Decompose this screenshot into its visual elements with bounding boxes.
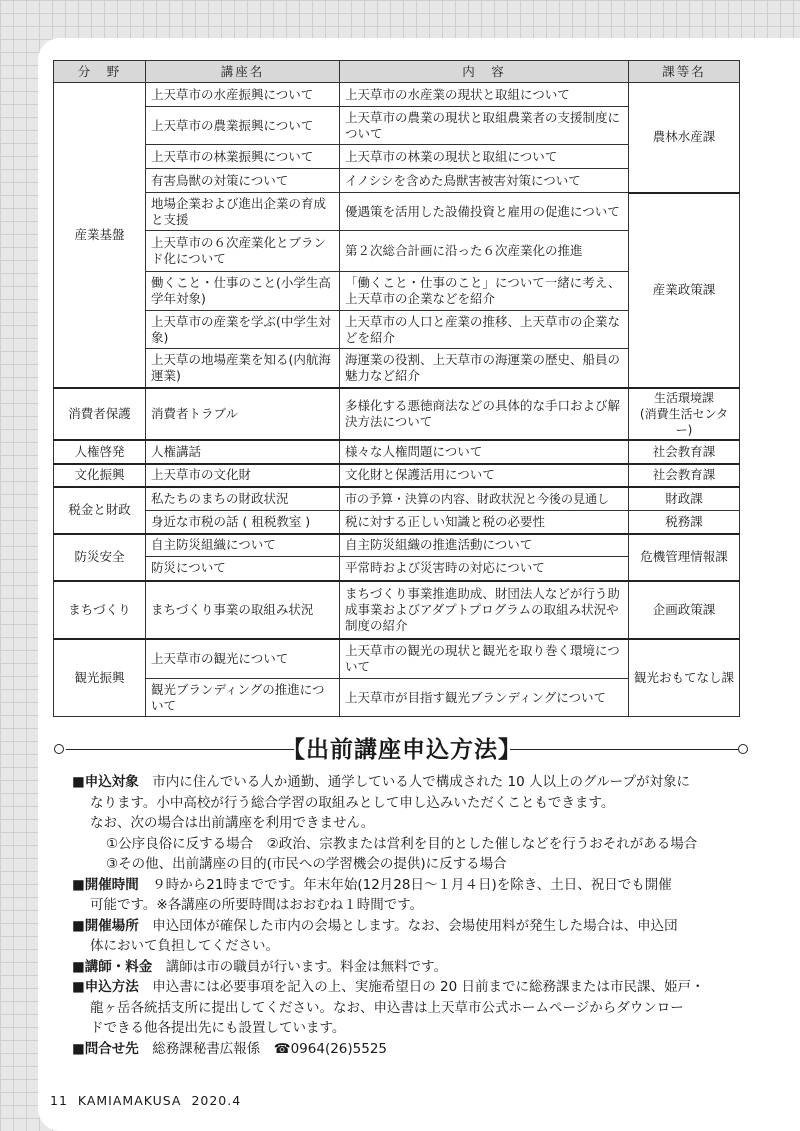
course-cell: 自主防災組織について [146,534,340,557]
table-row [54,440,740,464]
info-text: 講師は市の職員が行います。料金は無料です。 [165,958,448,975]
field-cell: 税金と財政 [54,487,146,534]
course-cell: 上天草市の観光について [146,639,340,679]
header-field: 分 野 [54,61,146,83]
course-cell: 防災について [146,557,340,581]
info-line [72,957,752,978]
content-cell: 自主防災組織の推進活動について [340,534,629,557]
table-row [54,83,740,107]
info-line [72,977,752,998]
course-cell: 地場企業および進出企業の育成と支援 [146,193,340,231]
field-cell: 防災安全 [54,534,146,581]
info-line: ①公序良俗に反する場合 ②政治、宗教または営利を目的とした催しなどを行うおそれがある場合 [106,835,698,852]
magazine-name: KAMIAMAKUSA [77,1093,182,1108]
bullet-square-icon: ■ [72,917,85,934]
contact-label: 問合せ先 [84,1040,139,1057]
contact-dept: 総務課秘書広報係 [152,1040,261,1057]
info-line [72,916,752,937]
content-cell: 税に対する正しい知識と税の必要性 [340,511,629,534]
info-line: 龍ヶ岳各統括支所に提出してください。なお、申込書は上天草市公式ホームページからダウンロー [90,999,684,1016]
course-cell: 上天草市の文化財 [146,464,340,487]
course-cell: 上天草市の林業振興について [146,145,340,169]
method-label: 申込方法 [84,979,139,995]
target-label: 申込対象 [84,774,139,790]
course-cell: 上天草の地場産業を知る(内航海運業) [146,349,340,388]
course-cell: 上天草市の６次産業化とブランド化について [146,231,340,272]
field-cell: 文化振興 [54,464,146,487]
field-cell: 消費者保護 [54,388,146,440]
content-cell: まちづくり事業推進助成、財団法人などが行う助成事業およびアダプトプログラムの取組み状況や制度の紹介 [340,581,629,639]
place-label: 開催場所 [84,917,139,934]
page-number: 11 [50,1093,68,1108]
info-line: 体において負担してください。 [90,938,279,954]
bullet-square-icon: ■ [72,876,85,893]
table-row [54,388,740,440]
content-cell: 優遇策を活用した設備投資と雇用の促進について [340,193,629,231]
issue-date: 2020.4 [191,1093,242,1108]
department-cell: 社会教育課 [629,464,740,487]
table-row [54,487,740,511]
department-cell: 産業政策課 [629,193,740,388]
content-cell: イノシシを含めた鳥獣害被害対策について [340,169,629,193]
content-cell: 第２次総合計画に沿った６次産業化の推進 [340,231,629,272]
content-cell: 様々な人権問題について [340,440,629,464]
department-cell: 農林水産課 [629,83,740,193]
field-cell: まちづくり [54,581,146,639]
content-cell: 上天草市の観光の現状と観光を取り巻く環境について [340,639,629,679]
info-line: ③その他、出前講座の目的(市民への学習機会の提供)に反する場合 [106,856,507,872]
content-cell: 平常時および災害時の対応について [340,557,629,581]
department-cell: 危機管理情報課 [629,534,740,581]
department-cell: 生活環境課 (消費生活センター) [629,388,740,440]
content-cell: 文化財と保護活用について [340,464,629,487]
section-title: 【出前講座申込方法】 [282,737,522,763]
course-cell: 有害鳥獣の対策について [146,169,340,193]
bullet-square-icon: ■ [72,979,85,995]
course-cell: 働くこと・仕事のこと(小学生高学年対象) [146,272,340,311]
fee-label: 講師・料金 [84,958,153,975]
table-row [54,534,740,557]
table-row [54,193,740,231]
table-header-row [54,61,740,83]
contact-phone: ☎0964(26)5525 [273,1040,388,1057]
content-cell: 海運業の役割、上天草市の海運業の歴史、船員の魅力など紹介 [340,349,629,388]
content-cell: 上天草市の水産業の現状と取組について [340,83,629,107]
info-text: ９時から21時までです。年末年始(12月28日～１月４日)を除き、土日、祝日でも開催 [152,876,672,893]
info-text: 申込書には必要事項を記入の上、実施希望日の 20 日前までに総務課または市民課、姫戸・ [152,979,705,995]
course-cell: 観光ブランディングの推進について [146,679,340,717]
bullet-square-icon: ■ [72,1040,85,1057]
content-cell: 上天草市が目指す観光ブランディングについて [340,679,629,717]
header-content: 内 容 [340,61,629,83]
department-cell: 社会教育課 [629,440,740,464]
department-cell: 財政課 [629,487,740,511]
info-line [72,875,752,896]
info-line [72,772,752,793]
field-cell: 産業基盤 [54,83,146,388]
course-cell: 人権講話 [146,440,340,464]
department-cell: 観光おもてなし課 [629,639,740,717]
course-cell: 身近な市税の話 ( 租税教室 ) [146,511,340,534]
lecture-table [53,60,740,717]
content-cell: 上天草市の農業の現状と取組農業者の支援制度について [340,107,629,145]
course-cell: まちづくり事業の取組み状況 [146,581,340,639]
field-cell: 観光振興 [54,639,146,717]
info-text: 申込団体が確保した市内の会場とします。なお、会場使用料が発生した場合は、申込団 [152,917,678,934]
content-cell: 上天草市の林業の現状と取組について [340,145,629,169]
course-cell: 上天草市の農業振興について [146,107,340,145]
course-cell: 私たちのまちの財政状況 [146,487,340,511]
table-row [54,639,740,679]
course-cell: 上天草市の水産振興について [146,83,340,107]
table-row [54,581,740,639]
content-cell: 市の予算・決算の内容、財政状況と今後の見通し [340,487,629,511]
content-cell: 上天草市の人口と産業の推移、上天草市の企業などを紹介 [340,311,629,349]
info-line: なお、次の場合は出前講座を利用できません。 [90,815,375,831]
course-cell: 消費者トラブル [146,388,340,440]
header-course: 講座名 [146,61,340,83]
info-line [72,1039,752,1060]
info-line: ドできる他各提出先にも設置しています。 [90,1020,346,1036]
info-line: なります。小中高校が行う総合学習の取組みとして申し込みいただくこともできます。 [90,794,615,811]
header-department: 課等名 [629,61,740,83]
course-cell: 上天草市の産業を学ぶ(中学生対象) [146,311,340,349]
table-row [54,464,740,487]
info-text: 市内に住んでいる人か通勤、通学している人で構成された 10 人以上のグループが対象に [152,774,690,790]
time-label: 開催時間 [84,876,139,893]
bullet-square-icon: ■ [72,774,85,790]
department-cell: 企画政策課 [629,581,740,639]
field-cell: 人権啓発 [54,440,146,464]
department-cell: 税務課 [629,511,740,534]
table-row [54,511,740,534]
page-footer [50,1093,241,1108]
content-cell: 多様化する悪徳商法などの具体的な手口および解決方法について [340,388,629,440]
section-heading [52,733,752,767]
content-cell: 「働くこと・仕事のこと」について一緒に考え、上天草市の企業などを紹介 [340,272,629,311]
application-info [72,772,752,1059]
info-line: 可能です。※各講座の所要時間はおおむね１時間です。 [90,897,424,913]
bullet-square-icon: ■ [72,958,85,975]
